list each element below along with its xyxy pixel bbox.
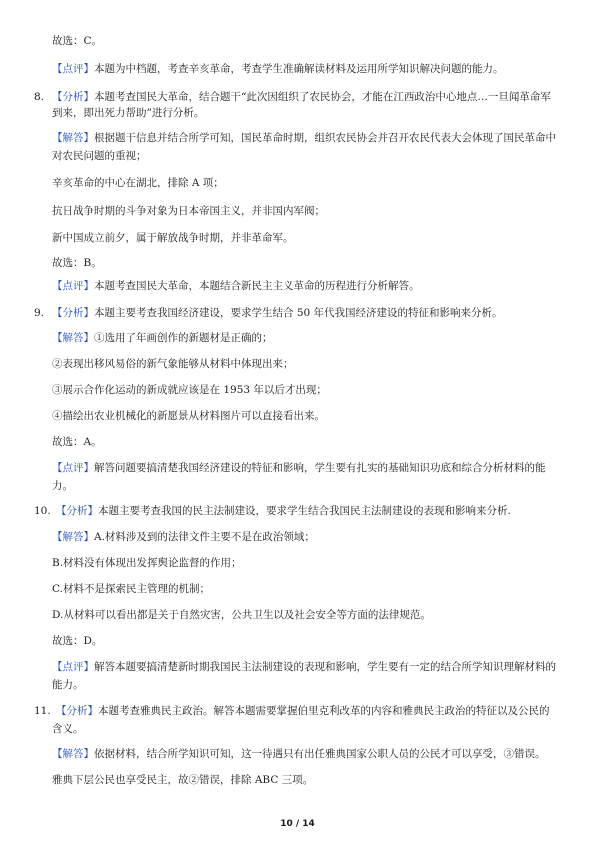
comment-tag: 【点评】 (52, 462, 94, 474)
question-number: 10. (34, 505, 51, 517)
analysis-line: 含义。 (52, 723, 84, 735)
answer-line: 故选：A。 (52, 436, 102, 448)
solution-line: D.从材料可以看出都是关于自然灾害，公共卫生以及社会安全等方面的法律规范。 (52, 609, 431, 621)
solution-tag: 【解答】 (52, 748, 94, 760)
answer-line: 故选：B。 (52, 257, 102, 269)
analysis-tag: 【分析】 (52, 91, 94, 103)
question-number: 11. (34, 705, 51, 717)
analysis-line: 【分析】本题主要考查我国经济建设，要求学生结合 50 年代我国经济建设的特征和影响来分析。 (52, 307, 503, 319)
page-number: 10 / 14 (280, 819, 315, 829)
solution-line: 【解答】①选用了年画创作的新题材是正确的； (52, 332, 273, 344)
solution-line: 辛亥革命的中心在湖北，排除 A 项； (52, 177, 224, 189)
solution-line: 【解答】根据题干信息并结合所学可知，国民革命时期，组织农民协会并召开农民代表大会体现了国民革命中 (52, 132, 556, 144)
solution-line: 抗日战争时期的斗争对象为日本帝国主义，并非国内军阀； (52, 205, 325, 217)
solution-tag: 【解答】 (52, 332, 94, 344)
analysis-line: 【分析】本题考查雅典民主政治。解答本题需要掌握伯里克利改革的内容和雅典民主政治的特征以及公民的 (56, 705, 550, 717)
comment-tag: 【点评】 (52, 280, 94, 292)
analysis-line: 到来，即出死力帮助”进行分析。 (52, 107, 205, 119)
analysis-tag: 【分析】 (52, 307, 94, 319)
analysis-tag: 【分析】 (56, 705, 98, 717)
question-number: 8. (34, 91, 45, 103)
solution-line: ④描绘出农业机械化的新愿景从材料图片可以直接看出来。 (52, 410, 325, 422)
comment-line: 【点评】解答问题要搞清楚我国经济建设的特征和影响，学生要有扎实的基础知识功底和综合分析材料的能 (52, 462, 546, 474)
solution-line: ③展示合作化运动的新成就应该是在 1953 年以后才出现； (52, 384, 327, 396)
comment-line: 【点评】本题为中档题，考查辛亥革命，考查学生准确解读材料及运用所学知识解决问题的能力。 (52, 63, 504, 75)
solution-line: B.材料没有体现出发挥舆论监督的作用； (52, 557, 242, 569)
solution-line: 新中国成立前夕，属于解放战争时期，并非革命军。 (52, 232, 294, 244)
solution-line: ②表现出移风易俗的新气象能够从材料中体现出来； (52, 358, 294, 370)
question-number: 9. (34, 307, 45, 319)
solution-line: 雅典下层公民也享受民主，故②错误，排除 ABC 三项。 (52, 774, 314, 786)
comment-line: 【点评】解答本题要搞清楚新时期我国民主法制建设的表现和影响，学生要有一定的结合所学知识理解材料的 (52, 661, 556, 673)
solution-line: 【解答】A.材料涉及到的法律文件主要不是在政治领域； (52, 531, 315, 543)
analysis-tag: 【分析】 (56, 505, 98, 517)
solution-line: 【解答】依据材料，结合所学知识可知，这一待遇只有出任雅典国家公职人员的公民才可以享受，③错误。 (52, 748, 546, 760)
analysis-line: 【分析】本题主要考查我国的民主法制建设，要求学生结合我国民主法制建设的表现和影响来分析. (56, 505, 511, 517)
comment-line: 力。 (52, 480, 73, 492)
analysis-line: 【分析】本题考查国民大革命，结合题干“此次因组织了农民协会，才能在江西政治中心地点…一旦闻革命军 (52, 91, 551, 103)
solution-tag: 【解答】 (52, 531, 94, 543)
comment-line: 【点评】本题考查国民大革命，本题结合新民主主义革命的历程进行分析解答。 (52, 280, 420, 292)
comment-tag: 【点评】 (52, 63, 94, 75)
answer-line: 故选：D。 (52, 635, 103, 647)
solution-tag: 【解答】 (52, 132, 94, 144)
comment-line: 能力。 (52, 679, 84, 691)
solution-line: C.材料不是探索民主管理的机制； (52, 583, 210, 595)
comment-tag: 【点评】 (52, 661, 94, 673)
answer-line: 故选：C。 (52, 35, 103, 47)
solution-line: 对农民问题的重视； (52, 150, 147, 162)
